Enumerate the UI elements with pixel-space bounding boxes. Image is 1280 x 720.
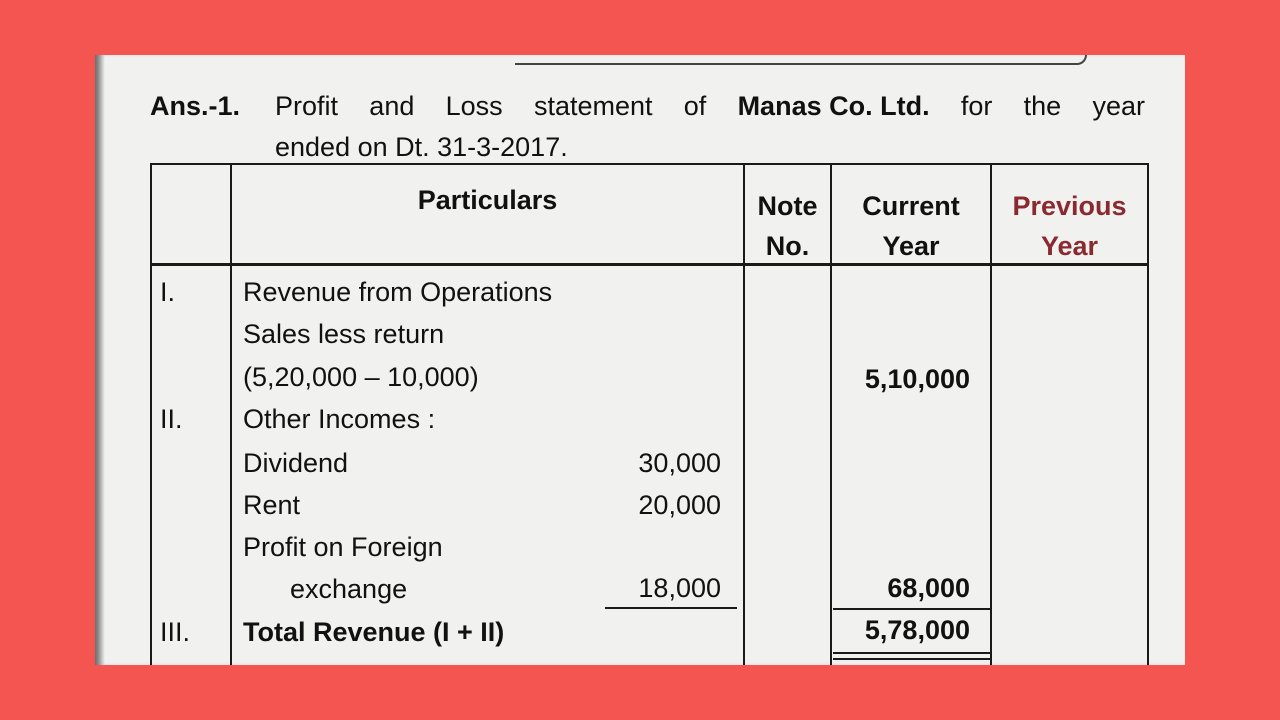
answer-label: Ans.-1. [150,91,241,121]
table-left-border [150,163,152,665]
row-text: (5,20,000 – 10,000) [243,362,479,392]
heading-word: Profit [275,91,339,121]
header-note-line2: No. [765,231,810,261]
subtotal-underline [605,607,737,609]
page-edge-curve [515,55,1087,65]
heading-line-2: ended on Dt. 31-3-2017. [275,132,568,162]
heading-word: for [960,91,993,121]
amount-value: 30,000 [638,448,721,478]
current-year-value: 68,000 [887,573,970,603]
heading-word: and [369,91,415,121]
header-note-line1: Note [757,191,818,221]
row-text: Profit on Foreign [243,532,443,562]
row-text: Revenue from Operations [243,277,553,307]
total-double-line-top [833,652,991,654]
amount-value: 20,000 [638,490,721,520]
header-previous-line1: Previous [1012,191,1127,221]
total-row-text: Total Revenue (I + II) [243,617,505,647]
heading-word: the [1023,91,1062,121]
answer-heading [150,91,1145,122]
current-year-value: 5,10,000 [864,364,970,394]
header-particulars: Particulars [417,185,558,215]
header-current-line2: Year [882,231,940,261]
header-current-line1: Current [862,191,960,221]
col-divider-particulars [230,163,232,665]
heading-word: year [1092,91,1145,121]
heading-text [275,91,1145,122]
row-number: I. [160,277,176,307]
table-top-border [150,163,1148,165]
total-double-line-bottom [833,658,991,660]
document-page [95,55,1185,665]
row-text: Dividend [243,448,349,478]
row-text: Sales less return [243,319,445,349]
row-text: Other Incomes : [243,404,436,434]
current-subtotal-line [833,608,991,610]
header-previous-line2: Year [1040,231,1099,261]
row-number: III. [160,617,191,647]
heading-word: Loss [445,91,503,121]
row-number: II. [160,404,183,434]
total-current-value: 5,78,000 [864,615,970,645]
row-text: Rent [243,490,301,520]
row-text: exchange [290,574,408,604]
table-right-border [1147,163,1149,665]
heading-word: statement [533,91,653,121]
company-name: Manas Co. Ltd. [737,91,930,121]
heading-word: of [683,91,707,121]
amount-value: 18,000 [638,573,721,603]
